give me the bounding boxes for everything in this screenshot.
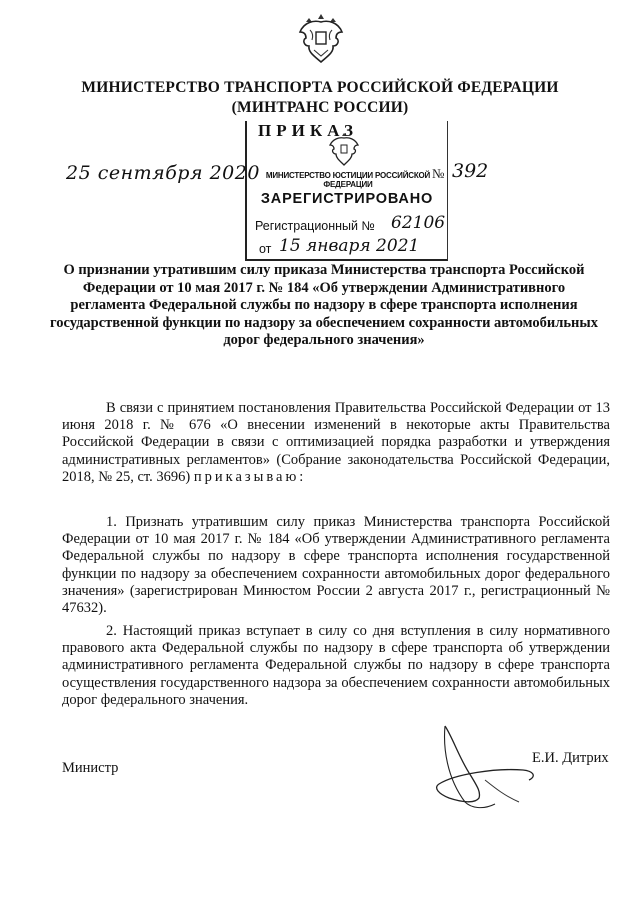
- order-number-sign: №: [432, 166, 445, 181]
- document-heading: О признании утратившим силу приказа Министерства транспорта Российской Федерации от 10 мая 2017 г. № 184 «Об утверждении Административного регламента Федеральной службы по надзору в сфере транспорта исполнения государственной функции по надзору за обеспечением сохранности автомобильных дорог федерального значения»: [50, 262, 598, 348]
- signer-name: Е.И. Дитрих: [532, 750, 609, 766]
- ministry-name-line: МИНИСТЕРСТВО ТРАНСПОРТА РОССИЙСКОЙ ФЕДЕРАЦИИ: [81, 79, 559, 96]
- preamble-paragraph: [62, 400, 610, 486]
- stamp-date-label: от: [259, 242, 272, 256]
- preamble-text: В связи с принятием постановления Правительства Российской Федерации от 13 июня 2018 г. № 676 «О внесении изменений в некоторые акты Правительства Российской Федерации в связи с оптимизацией порядка разработки и утверждения административных регламентов» (Собрание законодательства Российской Федерации, 2018, № 25, ст. 3696): [62, 400, 610, 485]
- stamp-regno-value: 62106: [391, 213, 446, 233]
- stamp-date-value: 15 января 2021: [279, 236, 420, 256]
- stamp-ministry: МИНИСТЕРСТВО ЮСТИЦИИ РОССИЙСКОЙ ФЕДЕРАЦИИ: [265, 171, 431, 189]
- item-1-paragraph: 1. Признать утратившим силу приказ Министерства транспорта Российской Федерации от 10 мая 2017 г. № 184 «Об утверждении Административного регламента Федеральной службы по надзору в сфере транспорта исполнения государственной функции по надзору за обеспечением сохранности автомобильных дорог федерального значения» (зарегистрирован Минюстом России 2 августа 2017 г., регистрационный № 47632).: [62, 514, 610, 617]
- order-word: приказываю:: [193, 468, 307, 485]
- stamp-registered: ЗАРЕГИСТРИРОВАНО: [260, 191, 434, 207]
- order-date: 25 сентября 2020: [66, 162, 260, 184]
- item-2-paragraph: 2. Настоящий приказ вступает в силу со дня вступления в силу нормативного правового акта Федеральной службы по надзору в сфере транспорта об утверждении административного регламента Федеральной службы по надзору в сфере транспорта осуществления государственного надзора за обеспечением сохранности автомобильных дорог федерального значения.: [62, 623, 610, 708]
- ministry-abbrev-line: (МИНТРАНС РОССИИ): [231, 99, 409, 116]
- order-title: ПРИКАЗ: [258, 121, 358, 140]
- stamp-regno-label: Регистрационный №: [255, 219, 375, 233]
- ministry-name: [40, 78, 600, 118]
- order-number: 392: [452, 160, 489, 182]
- handwritten-signature: [425, 718, 545, 818]
- signer-title: Министр: [62, 760, 119, 776]
- registration-stamp: [245, 121, 448, 261]
- coat-of-arms-icon: [296, 10, 346, 66]
